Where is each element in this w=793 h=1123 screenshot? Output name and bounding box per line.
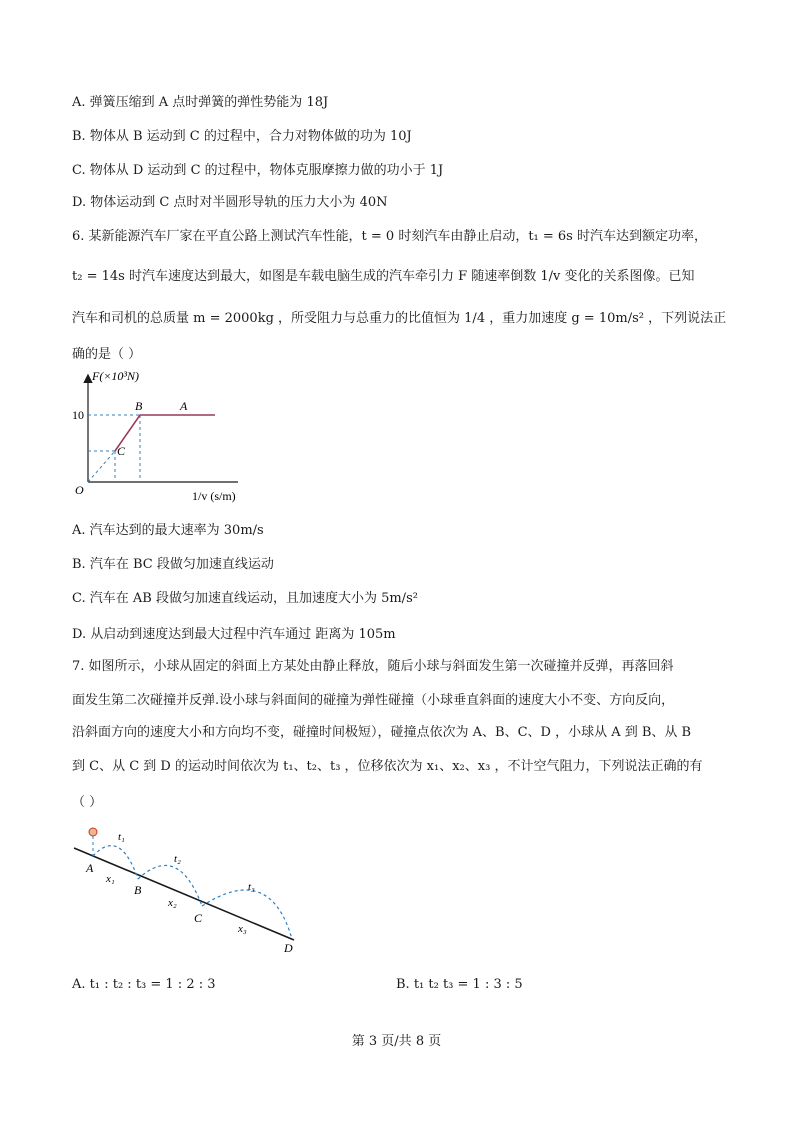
ball: [89, 828, 97, 836]
dashed-guide-origin-c: [88, 451, 115, 482]
x3-label: x₃: [238, 923, 247, 935]
q6-option-d: D. 从启动到速度达到最大过程中汽车通过 距离为 105m: [72, 627, 396, 642]
q7-stem-line-1: 7. 如图所示，小球从固定的斜面上方某处由静止释放，随后小球与斜面发生第一次碰撞并反弹，再落回斜: [72, 659, 674, 674]
q7-stem-line-4: 到 C、从 C 到 D 的运动时间依次为 t₁、t₂、t₃ ，位移依次为 x₁、x₂、x₃ ，不计空气阻力，下列说法正确的有: [72, 759, 703, 774]
q6-option-b: B. 汽车在 BC 段做匀加速直线运动: [72, 557, 274, 572]
point-b-label: B: [134, 883, 142, 897]
point-a-label: A: [86, 861, 94, 875]
origin-label: O: [75, 483, 84, 497]
arc-1: [93, 846, 138, 879]
x2-label: x₂: [168, 897, 177, 909]
t2-label: t₂: [174, 853, 181, 865]
t3-label: t₃: [248, 881, 255, 893]
q7-stem-line-5: （ ）: [72, 795, 103, 810]
q6-force-graph: [70, 368, 250, 508]
point-b-label: B: [135, 399, 143, 413]
q7-option-b: B. t₁ t₂ t₃ = 1 : 3 : 5: [396, 977, 523, 992]
q5-option-a: A. 弹簧压缩到 A 点时弹簧的弹性势能为 18J: [72, 95, 329, 110]
point-c-label: C: [117, 444, 126, 458]
q6-stem-line-1: 6. 某新能源汽车厂家在平直公路上测试汽车性能，t = 0 时刻汽车由静止启动，t₁ = 6s 时汽车达到额定功率，: [72, 229, 707, 244]
q6-stem-line-2: t₂ = 14s 时汽车速度达到最大，如图是车载电脑生成的汽车牵引力 F 随速率倒数 1/v 变化的关系图像。已知: [72, 269, 695, 284]
x-axis-label: 1/v (s/m): [192, 489, 236, 503]
q7-stem-line-3: 沿斜面方向的速度大小和方向均不变，碰撞时间极短），碰撞点依次为 A、B、C、D ，小球从 A 到 B、从 B: [72, 725, 692, 740]
q6-stem-line-4: 确的是（ ）: [72, 347, 142, 362]
q6-stem-line-3: 汽车和司机的总质量 m = 2000kg ，所受阻力与总重力的比值恒为 1/4 ，重力加速度 g = 10m/s² ，下列说法正: [72, 311, 727, 326]
q7-stem-line-2: 面发生第二次碰撞并反弹.设小球与斜面间的碰撞为弹性碰撞（小球垂直斜面的速度大小不变、方向反向，: [72, 693, 675, 708]
arc-3: [202, 890, 292, 939]
q5-option-b: B. 物体从 B 运动到 C 的过程中，合力对物体做的功为 10J: [72, 129, 412, 144]
q5-option-c: C. 物体从 D 运动到 C 的过程中，物体克服摩擦力做的功小于 1J: [72, 163, 444, 178]
q6-option-c: C. 汽车在 AB 段做匀加速直线运动，且加速度大小为 5m/s²: [72, 591, 418, 606]
q7-incline-figure: [70, 822, 300, 956]
point-c-label: C: [194, 911, 203, 925]
point-d-label: D: [284, 941, 293, 955]
q6-option-a: A. 汽车达到的最大速率为 30m/s: [72, 523, 264, 538]
incline-line: [74, 848, 294, 940]
force-curve: [115, 415, 215, 451]
t1-label: t₁: [118, 831, 125, 843]
q7-option-a: A. t₁ : t₂ : t₃ = 1 : 2 : 3: [72, 977, 216, 992]
x1-label: x₁: [106, 873, 115, 885]
point-a-label: A: [180, 399, 188, 413]
y-axis-label: F(×10³N): [92, 369, 140, 383]
q5-option-d: D. 物体运动到 C 点时对半圆形导轨的压力大小为 40N: [72, 195, 388, 210]
page-footer: 第 3 页/共 8 页: [351, 1034, 442, 1049]
y-tick-10: 10: [72, 408, 84, 422]
